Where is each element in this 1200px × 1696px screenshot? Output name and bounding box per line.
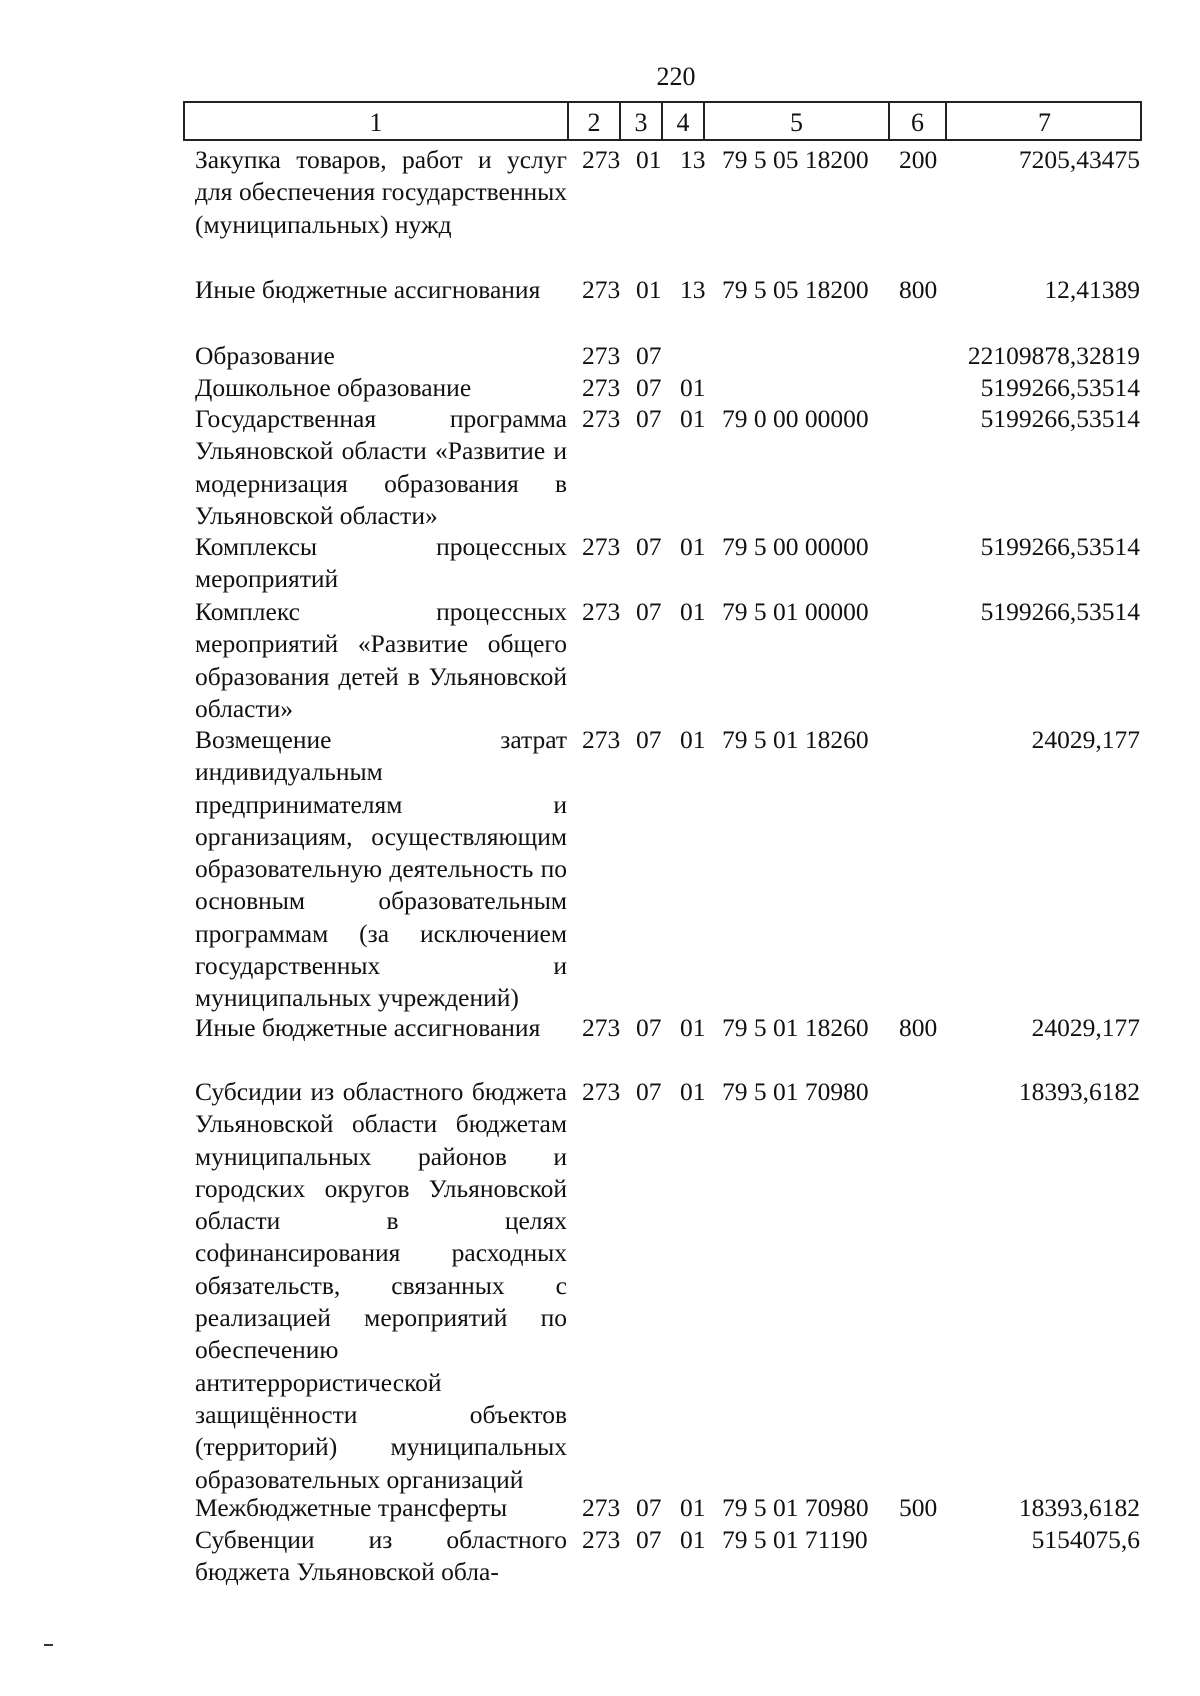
- row-col-4: 01: [680, 373, 706, 402]
- row-col-6: 500: [899, 1493, 938, 1522]
- table-header: [183, 101, 1142, 141]
- row-description: Образование: [195, 341, 335, 370]
- row-col-4: 01: [680, 404, 706, 433]
- row-col-2: 273: [582, 404, 621, 433]
- row-col-5: 79 5 01 18260: [722, 725, 869, 754]
- row-description: Комплекс процессных мероприятий «Развитие общего образования детей в Ульяновской области»: [195, 597, 567, 723]
- margin-dash-mark: [44, 1644, 53, 1646]
- row-description: Дошкольное образование: [195, 373, 472, 402]
- row-col-2: 273: [582, 725, 621, 754]
- header-col-1: 1: [185, 103, 569, 139]
- row-col-7: 5154075,6: [1031, 1525, 1140, 1554]
- row-col-6: 800: [899, 275, 938, 304]
- row-col-2: 273: [582, 532, 621, 561]
- row-col-2: 273: [582, 275, 621, 304]
- row-col-3: 07: [636, 1493, 662, 1522]
- row-col-3: 07: [636, 532, 662, 561]
- row-col-5: 79 5 00 00000: [722, 532, 869, 561]
- row-description: Иные бюджетные ассигнования: [195, 275, 541, 304]
- header-col-6: 6: [890, 103, 947, 139]
- row-col-2: 273: [582, 1013, 621, 1042]
- row-col-6: 800: [899, 1013, 938, 1042]
- row-col-2: 273: [582, 1493, 621, 1522]
- row-col-4: 01: [680, 1525, 706, 1554]
- header-col-2: 2: [569, 103, 621, 139]
- row-col-7: 5199266,53514: [980, 597, 1140, 626]
- row-col-5: 79 5 01 18260: [722, 1013, 869, 1042]
- row-col-6: 200: [899, 145, 938, 174]
- header-col-5: 5: [705, 103, 890, 139]
- row-col-2: 273: [582, 1525, 621, 1554]
- row-col-7: 5199266,53514: [980, 532, 1140, 561]
- row-col-3: 01: [636, 145, 662, 174]
- row-col-7: 24029,177: [1031, 1013, 1140, 1042]
- row-col-7: 5199266,53514: [980, 404, 1140, 433]
- row-col-5: 79 5 01 70980: [722, 1077, 869, 1106]
- row-col-7: 24029,177: [1031, 725, 1140, 754]
- row-col-7: 18393,6182: [1018, 1077, 1140, 1106]
- row-col-2: 273: [582, 145, 621, 174]
- header-col-3: 3: [621, 103, 663, 139]
- row-col-5: 79 5 01 71190: [722, 1525, 868, 1554]
- page-number: 220: [656, 62, 696, 91]
- row-description: Межбюджетные трансферты: [195, 1493, 508, 1522]
- row-col-2: 273: [582, 341, 621, 370]
- row-col-2: 273: [582, 597, 621, 626]
- row-col-7: 7205,43475: [1018, 145, 1140, 174]
- row-col-4: 01: [680, 725, 706, 754]
- row-col-3: 07: [636, 1525, 662, 1554]
- row-col-2: 273: [582, 373, 621, 402]
- row-col-3: 07: [636, 373, 662, 402]
- row-col-5: 79 5 01 70980: [722, 1493, 869, 1522]
- row-col-7: 18393,6182: [1018, 1493, 1140, 1522]
- row-col-3: 07: [636, 1013, 662, 1042]
- row-col-5: 79 5 01 00000: [722, 597, 869, 626]
- row-col-3: 07: [636, 404, 662, 433]
- row-col-4: 01: [680, 1077, 706, 1106]
- row-col-4: 01: [680, 597, 706, 626]
- row-col-7: 12,41389: [1044, 275, 1140, 304]
- row-col-5: 79 0 00 00000: [722, 404, 869, 433]
- row-col-3: 07: [636, 597, 662, 626]
- row-description: Иные бюджетные ассигнования: [195, 1013, 541, 1042]
- header-col-7: 7: [1038, 108, 1051, 137]
- row-col-4: 01: [680, 1493, 706, 1522]
- row-col-4: 13: [680, 275, 706, 304]
- row-col-4: 01: [680, 1013, 706, 1042]
- row-description: Субвенции из областного бюджета Ульяновской обла-: [195, 1525, 567, 1587]
- row-description: Государственная программа Ульяновской области «Развитие и модернизация образования в Ульяновской области»: [195, 404, 567, 530]
- row-description: Комплексы процессных мероприятий: [195, 532, 567, 594]
- row-col-3: 07: [636, 341, 662, 370]
- row-col-7: 22109878,32819: [967, 341, 1140, 370]
- header-col-4: 4: [663, 103, 705, 139]
- row-description: Субсидии из областного бюджета Ульяновской области бюджетам муниципальных районов и городских округов Ульяновской области в целях софинансирования расходных обязательств, связанных с реализацией мероприятий по обеспечению антитеррористической защищённости объектов (территорий) муниципальных образовательных организаций: [195, 1077, 567, 1494]
- row-col-3: 01: [636, 275, 662, 304]
- row-description: Закупка товаров, работ и услуг для обеспечения государственных (муниципальных) нужд: [195, 145, 567, 239]
- row-col-4: 13: [680, 145, 706, 174]
- row-col-3: 07: [636, 1077, 662, 1106]
- row-col-5: 79 5 05 18200: [722, 145, 869, 174]
- row-col-2: 273: [582, 1077, 621, 1106]
- row-col-3: 07: [636, 725, 662, 754]
- row-col-7: 5199266,53514: [980, 373, 1140, 402]
- row-description: Возмещение затрат индивидуальным предпринимателям и организациям, осуществляющим образовательную деятельность по основным образовательным программам (за исключением государственных и муниципальных учреждений): [195, 725, 567, 1013]
- row-col-5: 79 5 05 18200: [722, 275, 869, 304]
- row-col-4: 01: [680, 532, 706, 561]
